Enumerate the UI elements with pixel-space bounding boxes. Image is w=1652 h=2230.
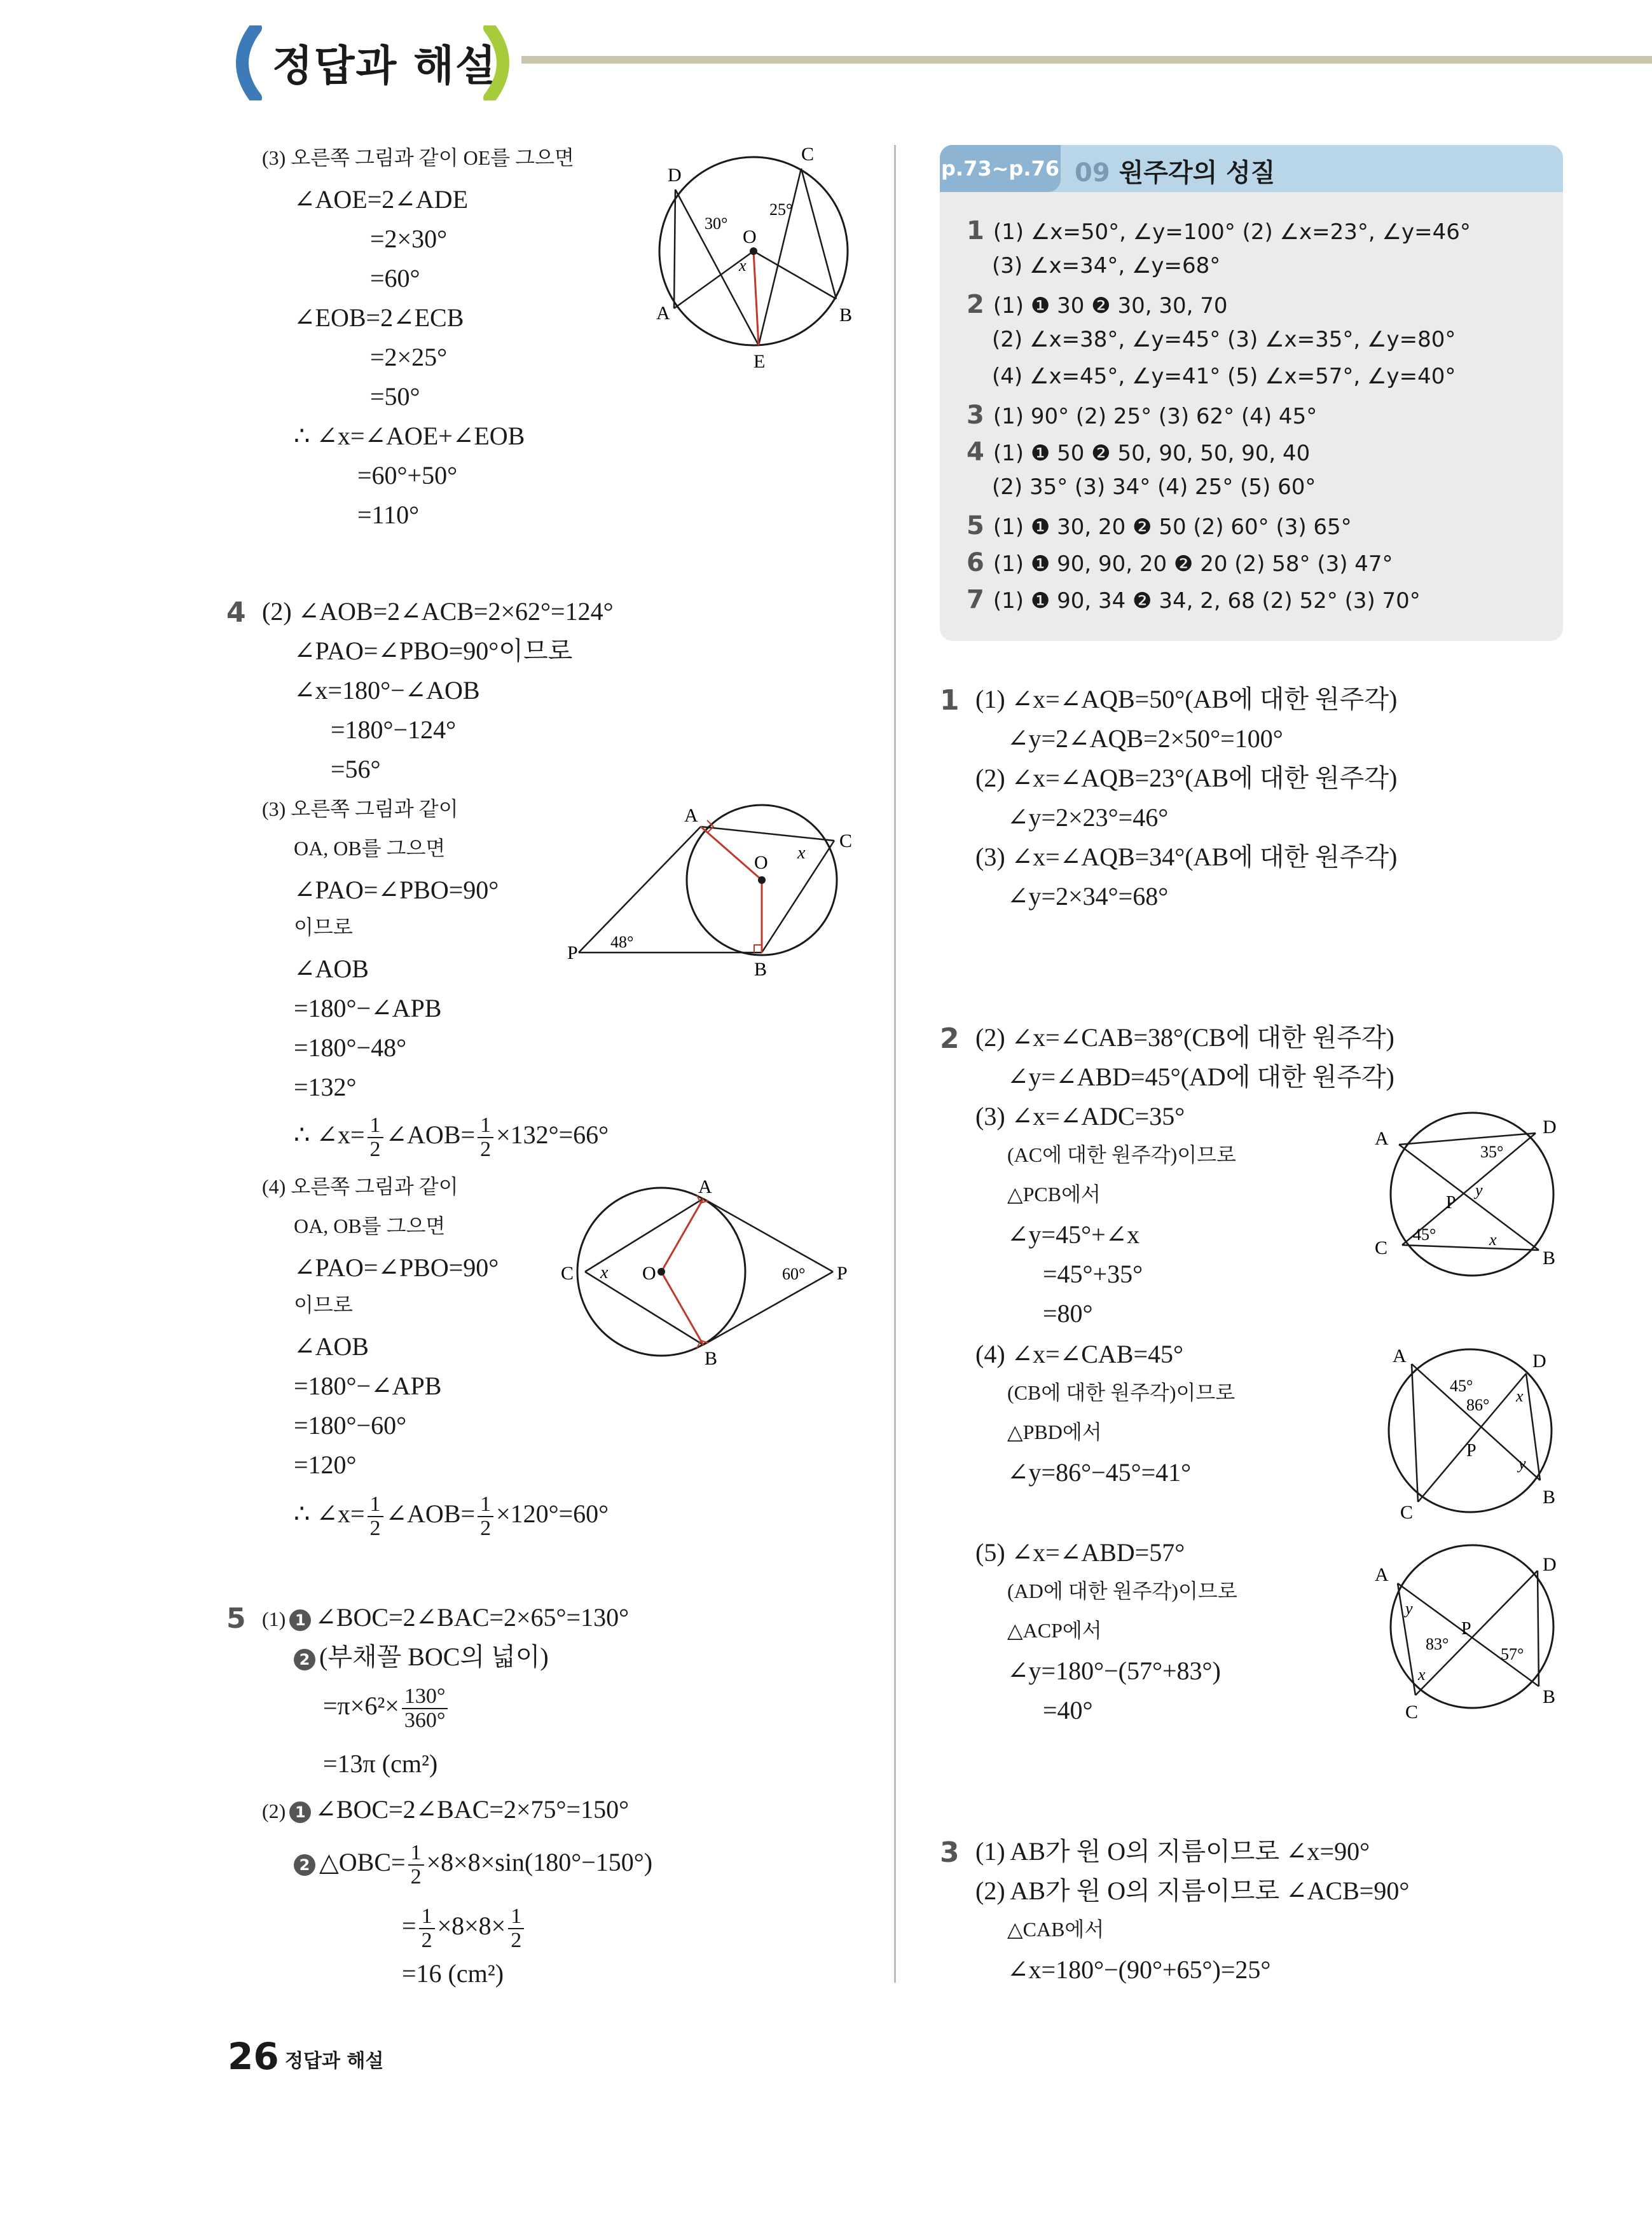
- d3-angle-x: x: [600, 1263, 609, 1283]
- sol-r3-line3: △CAB에서: [1007, 1918, 1105, 1941]
- sol-r2-line15: △ACP에서: [1007, 1619, 1102, 1642]
- sol-4-4-line7: =180°−60°: [294, 1411, 407, 1440]
- answer-row-3: 2 (1) ❶ 30 ❷ 30, 30, 70: [967, 290, 1228, 319]
- sol-r2-line3: (3) ∠x=∠ADC=35°: [975, 1102, 1185, 1131]
- sol-r2-line11: △PBD에서: [1007, 1421, 1102, 1443]
- sol-3-3-line6: =50°: [370, 382, 420, 411]
- d5-label-d: D: [1532, 1351, 1546, 1372]
- d5-label-a: A: [1393, 1346, 1407, 1366]
- sol-r2-line10: (CB에 대한 원주각)이므로: [1007, 1381, 1236, 1404]
- d5-angle-x: x: [1516, 1387, 1524, 1405]
- d4-label-a: A: [1375, 1128, 1389, 1149]
- sol-4-4-line4: 이므로: [294, 1293, 353, 1316]
- d5-label-b: B: [1543, 1487, 1556, 1508]
- sol-r2-line2: ∠y=∠ABD=45°(AD에 대한 원주각): [1007, 1063, 1394, 1091]
- sol-5-1-line1: (1) 1 ∠BOC=2∠BAC=2×65°=130°: [262, 1603, 630, 1632]
- answer-row-5: (4) ∠x=45°, ∠y=41° (5) ∠x=57°, ∠y=40°: [992, 364, 1456, 389]
- d6-angle-57: 57°: [1501, 1645, 1524, 1663]
- d1-label-d: D: [668, 165, 682, 186]
- sol-4-3-line7: =180°−48°: [294, 1033, 407, 1062]
- d3-label-a: A: [698, 1176, 712, 1197]
- answer-row-11: 7 (1) ❶ 90, 34 ❷ 34, 2, 68 (2) 52° (3) 70°: [967, 585, 1421, 614]
- d5-angle-86: 86°: [1466, 1396, 1490, 1414]
- sol-4-2-line4: =180°−124°: [331, 715, 457, 744]
- sol-r2-line6: ∠y=45°+∠x: [1007, 1220, 1140, 1249]
- sol-3-3-line3: =60°: [370, 264, 420, 293]
- sol-3-3-line8: =60°+50°: [357, 461, 458, 490]
- d4-angle-45: 45°: [1413, 1225, 1436, 1244]
- d6-angle-x: x: [1418, 1665, 1426, 1684]
- d2-label-b: B: [754, 959, 767, 980]
- sol-5-2-line3: = $\frac{1}{2}$ ×8×8× $\frac{1}{2}$: [402, 1905, 527, 1951]
- solution-2-number: 2: [940, 1022, 960, 1055]
- d3-label-o: O: [642, 1263, 656, 1284]
- sol-5-1-line4: =13π (cm²): [323, 1749, 438, 1778]
- d2-label-o: O: [754, 852, 768, 873]
- d4-label-b: B: [1543, 1248, 1556, 1269]
- sol-4-2-line5: =56°: [331, 755, 381, 783]
- step-bullet-1b: 1: [289, 1801, 311, 1823]
- sol-4-4-line3: ∠PAO=∠PBO=90°: [294, 1253, 499, 1282]
- step-bullet-1: 1: [289, 1609, 311, 1631]
- sol-5-2-line1: (2) 1 ∠BOC=2∠BAC=2×75°=150°: [262, 1795, 630, 1824]
- solution-1-number: 1: [940, 684, 960, 717]
- sol-r2-line8: =80°: [1043, 1299, 1093, 1328]
- sol-4-3-line8: =132°: [294, 1073, 357, 1101]
- sol-3-3-line4: ∠EOB=2∠ECB: [294, 303, 464, 332]
- sol-4-3-line5: ∠AOB: [294, 954, 369, 983]
- d4-angle-x: x: [1489, 1230, 1497, 1249]
- frac-half-d: $\frac{1}{2}$: [478, 1493, 493, 1539]
- answer-row-1: 1 (1) ∠x=50°, ∠y=100° (2) ∠x=23°, ∠y=46°: [967, 216, 1471, 245]
- frac-half-a: $\frac{1}{2}$: [368, 1114, 383, 1160]
- d3-label-c: C: [561, 1263, 574, 1284]
- sol-3-3-line2: =2×30°: [370, 224, 448, 253]
- answer-row-6: 3 (1) 90° (2) 25° (3) 62° (4) 45°: [967, 401, 1318, 430]
- d6-angle-y: y: [1405, 1599, 1413, 1618]
- header-bracket-right: [483, 25, 521, 100]
- frac-130-360: $\frac{130^\circ}{360^\circ}$: [402, 1685, 448, 1731]
- sol-r1-line3: (2) ∠x=∠AQB=23°(AB에 대한 원주각): [975, 764, 1398, 792]
- sol-r2-line1: (2) ∠x=∠CAB=38°(CB에 대한 원주각): [975, 1023, 1394, 1052]
- d1-angle-30: 30°: [705, 214, 728, 233]
- d1-label-c: C: [801, 144, 815, 165]
- diagram-tangent-60: [553, 1170, 858, 1373]
- d1-angle-25: 25°: [769, 200, 793, 219]
- d6-label-b: B: [1543, 1686, 1556, 1707]
- frac-half-c: $\frac{1}{2}$: [368, 1493, 383, 1539]
- answer-page-range: p.73~p.76: [940, 145, 1061, 192]
- sol-4-2-line2: ∠PAO=∠PBO=90°이므로: [294, 637, 573, 665]
- d1-label-b: B: [839, 305, 853, 326]
- frac-half-e: $\frac{1}{2}$: [408, 1841, 424, 1888]
- sol-r3-line2: (2) AB가 원 O의 지름이므로 ∠ACB=90°: [975, 1876, 1410, 1905]
- sol-5-1-line3: =π×6²× $\frac{130^\circ}{360^\circ}$: [323, 1685, 450, 1731]
- frac-half-b: $\frac{1}{2}$: [478, 1114, 493, 1160]
- sol-4-4-line8: =120°: [294, 1450, 357, 1479]
- sol-r1-line2: ∠y=2∠AQB=2×50°=100°: [1007, 724, 1283, 753]
- sol-r1-line6: ∠y=2×34°=68°: [1007, 882, 1169, 911]
- d4-label-c: C: [1375, 1237, 1388, 1258]
- sol-r2-line5: △PCB에서: [1007, 1183, 1101, 1206]
- diagram-tangent-48: [560, 801, 858, 986]
- sol-r1-line4: ∠y=2×23°=46°: [1007, 803, 1169, 832]
- d6-label-d: D: [1543, 1554, 1557, 1575]
- d1-label-o: O: [743, 226, 757, 247]
- footer-label: 정답과 해설: [285, 2050, 384, 2072]
- d2-angle-48: 48°: [610, 933, 634, 951]
- page-number: 26: [228, 2035, 279, 2078]
- unit-number: 09: [1075, 158, 1110, 188]
- diagram-chord-35: [1367, 1106, 1571, 1284]
- column-divider: [894, 145, 896, 1983]
- frac-half-g: $\frac{1}{2}$: [508, 1905, 524, 1951]
- d5-label-p: P: [1466, 1441, 1476, 1461]
- d6-label-c: C: [1405, 1702, 1419, 1723]
- d3-label-p: P: [837, 1263, 848, 1284]
- sol-3-3-line9: =110°: [357, 500, 420, 529]
- sol-4-4-line5: ∠AOB: [294, 1332, 369, 1361]
- sol-r2-line9: (4) ∠x=∠CAB=45°: [975, 1340, 1184, 1368]
- d4-angle-35: 35°: [1480, 1143, 1504, 1161]
- sol-5-2-line2: 2 △OBC= $\frac{1}{2}$ ×8×8×sin(180°−150°): [294, 1841, 652, 1888]
- sol-4-3-conclusion: ∴ ∠x= $\frac{1}{2}$ ∠AOB= $\frac{1}{2}$ ×132°=66°: [294, 1113, 609, 1161]
- sol-3-3-line5: =2×25°: [370, 343, 448, 371]
- d2-label-c: C: [839, 830, 853, 851]
- d6-label-p: P: [1461, 1619, 1471, 1639]
- step-bullet-2: 2: [294, 1649, 315, 1670]
- sol-4-3-line4: 이므로: [294, 916, 353, 939]
- d1-label-e: E: [754, 351, 766, 372]
- solution-3-number: 3: [940, 1836, 960, 1869]
- sol-r2-line7: =45°+35°: [1043, 1260, 1143, 1288]
- d2-label-p: P: [567, 942, 578, 963]
- d1-angle-x: x: [739, 256, 747, 275]
- d6-label-a: A: [1375, 1564, 1389, 1585]
- sol-4-3-line3: ∠PAO=∠PBO=90°: [294, 876, 499, 904]
- sol-4-3-line1: (3) 오른쪽 그림과 같이: [262, 797, 458, 820]
- d3-label-b: B: [705, 1348, 718, 1369]
- answer-row-8: (2) 35° (3) 34° (4) 25° (5) 60°: [992, 474, 1316, 500]
- header-bracket-left: [224, 25, 262, 100]
- sol-4-4-conclusion: ∴ ∠x= $\frac{1}{2}$ ∠AOB= $\frac{1}{2}$ ×120°=60°: [294, 1492, 609, 1540]
- answer-row-2: (3) ∠x=34°, ∠y=68°: [992, 253, 1221, 279]
- sol-r2-line14: (AD에 대한 원주각)이므로: [1007, 1580, 1237, 1602]
- d2-angle-x: x: [797, 843, 806, 863]
- sol-4-4-line2: OA, OB를 그으면: [294, 1215, 446, 1237]
- d4-label-d: D: [1543, 1117, 1557, 1138]
- sol-5-1-line2: 2 (부채꼴 BOC의 넓이): [294, 1644, 549, 1670]
- answer-row-10: 6 (1) ❶ 90, 90, 20 ❷ 20 (2) 58° (3) 47°: [967, 548, 1393, 577]
- sol-3-3-line7: ∴ ∠x=∠AOE+∠EOB: [294, 422, 525, 450]
- header-rule: [521, 56, 1652, 64]
- sol-4-4-line1: (4) 오른쪽 그림과 같이: [262, 1175, 458, 1198]
- sol-4-2-line3: ∠x=180°−∠AOB: [294, 676, 480, 705]
- sol-4-3-line2: OA, OB를 그으면: [294, 837, 446, 860]
- unit-title: 원주각의 성질: [1119, 158, 1276, 188]
- sol-r2-line4: (AC에 대한 원주각)이므로: [1007, 1143, 1236, 1166]
- header-title: 정답과 해설: [272, 41, 497, 90]
- diagram-chord-86: [1367, 1335, 1571, 1520]
- problem-5-number: 5: [226, 1602, 246, 1635]
- sol-r3-line4: ∠x=180°−(90°+65°)=25°: [1007, 1955, 1271, 1984]
- answer-row-9: 5 (1) ❶ 30, 20 ❷ 50 (2) 60° (3) 65°: [967, 511, 1352, 540]
- d3-angle-60: 60°: [782, 1265, 806, 1283]
- d2-label-a: A: [684, 805, 698, 826]
- d4-angle-y: y: [1475, 1181, 1483, 1199]
- sol-r2-line13: (5) ∠x=∠ABD=57°: [975, 1538, 1185, 1567]
- sol-r2-line17: =40°: [1043, 1696, 1093, 1724]
- sol-3-3-line1: ∠AOE=2∠ADE: [294, 185, 469, 214]
- d6-angle-83: 83°: [1426, 1635, 1449, 1653]
- sol-r3-line1: (1) AB가 원 O의 지름이므로 ∠x=90°: [975, 1837, 1370, 1866]
- sol-4-4-line6: =180°−∠APB: [294, 1372, 442, 1400]
- answer-row-4: (2) ∠x=38°, ∠y=45° (3) ∠x=35°, ∠y=80°: [992, 327, 1456, 352]
- d4-label-p: P: [1446, 1193, 1456, 1213]
- answer-unit-title: [1075, 153, 1275, 189]
- d1-label-a: A: [656, 303, 670, 324]
- answer-row-7: 4 (1) ❶ 50 ❷ 50, 90, 50, 90, 40: [967, 437, 1311, 467]
- step-bullet-2b: 2: [294, 1854, 315, 1876]
- sol-r1-line1: (1) ∠x=∠AQB=50°(AB에 대한 원주각): [975, 685, 1398, 713]
- sol-4-2-line1: (2) ∠AOB=2∠ACB=2×62°=124°: [262, 597, 614, 626]
- sol-r2-line16: ∠y=180°−(57°+83°): [1007, 1656, 1221, 1685]
- d5-angle-y: y: [1518, 1454, 1526, 1473]
- sol-5-2-line4: =16 (cm²): [402, 1959, 504, 1988]
- frac-half-f: $\frac{1}{2}$: [419, 1905, 435, 1951]
- sol-3-3-intro: (3) 오른쪽 그림과 같이 OE를 그으면: [262, 146, 574, 169]
- problem-4-number: 4: [226, 596, 246, 629]
- sol-4-3-line6: =180°−∠APB: [294, 994, 442, 1022]
- d5-angle-45: 45°: [1450, 1377, 1473, 1395]
- d5-label-c: C: [1400, 1502, 1414, 1520]
- diagram-chord-83: [1367, 1539, 1571, 1723]
- sol-r1-line5: (3) ∠x=∠AQB=34°(AB에 대한 원주각): [975, 843, 1398, 871]
- sol-r2-line12: ∠y=86°−45°=41°: [1007, 1458, 1192, 1487]
- diagram-circle-aoe: [649, 140, 865, 375]
